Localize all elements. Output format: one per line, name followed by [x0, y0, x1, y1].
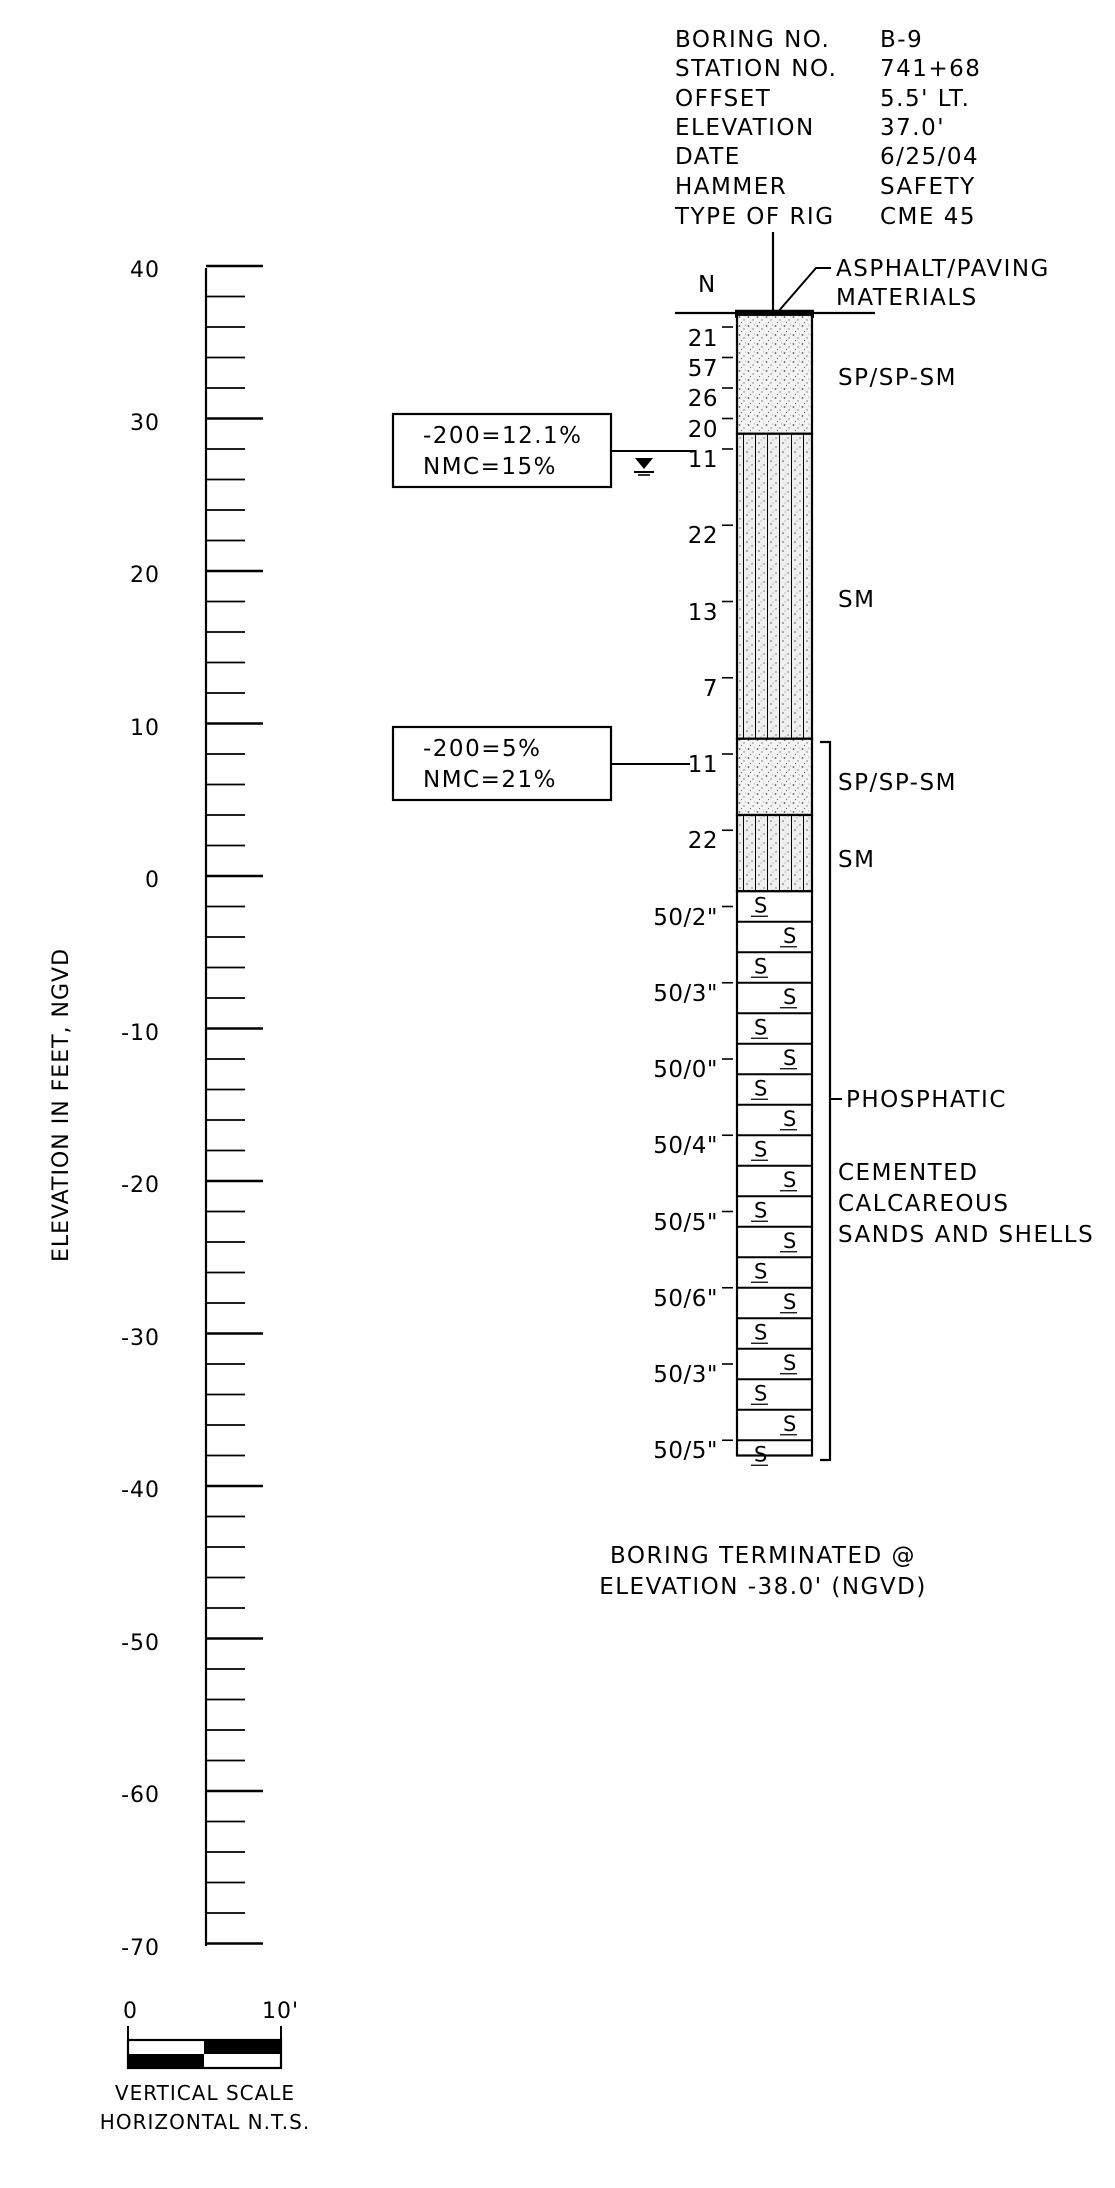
- shell-symbol: S: [783, 1411, 797, 1436]
- lab-box-line: NMC=15%: [423, 454, 558, 480]
- header-value: SAFETY: [880, 174, 976, 200]
- header-label: DATE: [675, 144, 741, 170]
- stipple-layer: [737, 315, 812, 434]
- scale-tick-label: 10: [130, 716, 160, 741]
- header-label: OFFSET: [675, 86, 772, 112]
- n-value: 11: [687, 447, 718, 473]
- lab-result-box: [393, 414, 696, 487]
- bar-scale-segment: [204, 2040, 281, 2054]
- shell-symbol: S: [754, 1442, 768, 1467]
- layer-label: SM: [838, 847, 876, 873]
- stipple-vertical-layer: [737, 815, 812, 891]
- bar-scale-caption: HORIZONTAL N.T.S.: [99, 2110, 311, 2134]
- bar-scale: [100, 1999, 310, 2134]
- scale-tick-label: 30: [130, 411, 160, 436]
- header-value: 6/25/04: [880, 144, 980, 170]
- lab-result-box: [393, 727, 690, 800]
- asphalt-callout-line: MATERIALS: [836, 285, 978, 311]
- shell-symbol: S: [783, 1350, 797, 1375]
- header-value: B-9: [880, 27, 924, 53]
- layer-label: SP/SP-SM: [838, 770, 957, 796]
- elevation-scale: [49, 258, 263, 1961]
- header-label: BORING NO.: [675, 27, 831, 53]
- n-value: 50/3": [653, 1362, 718, 1388]
- description-line: CEMENTED: [838, 1160, 979, 1186]
- n-value: 50/2": [653, 905, 718, 931]
- n-value: 57: [687, 356, 718, 382]
- asphalt-callout: [777, 256, 1050, 313]
- shell-symbol: S: [783, 1228, 797, 1253]
- bar-scale-start: 0: [123, 1999, 138, 2024]
- header-label: HAMMER: [675, 174, 788, 200]
- scale-tick-label: -30: [121, 1326, 160, 1351]
- n-value: 11: [687, 752, 718, 778]
- layer-label: SM: [838, 587, 876, 613]
- scale-tick-label: -60: [121, 1783, 160, 1808]
- layer-label: SP/SP-SM: [838, 365, 957, 391]
- shell-symbol: S: [754, 1381, 768, 1406]
- lab-box-line: -200=12.1%: [423, 423, 583, 449]
- shell-symbol: S: [754, 1015, 768, 1040]
- n-value: 21: [687, 326, 718, 352]
- water-table-icon: [634, 458, 654, 475]
- boring-header: [674, 27, 981, 230]
- n-column-header: N: [698, 272, 717, 298]
- scale-tick-label: 20: [130, 563, 160, 588]
- n-value: 22: [687, 828, 718, 854]
- shell-symbol: S: [754, 1259, 768, 1284]
- termination-line: BORING TERMINATED @: [609, 1543, 917, 1569]
- scale-tick-label: -70: [121, 1936, 160, 1961]
- asphalt-callout-line: ASPHALT/PAVING: [836, 256, 1050, 282]
- shell-symbol: S: [783, 1106, 797, 1131]
- scale-tick-label: -50: [121, 1631, 160, 1656]
- n-value: 50/3": [653, 981, 718, 1007]
- shell-symbol: S: [783, 1045, 797, 1070]
- n-value: 50/5": [653, 1210, 718, 1236]
- header-value: 741+68: [880, 56, 982, 82]
- stipple-layer: [737, 739, 812, 815]
- shell-symbol: S: [783, 1167, 797, 1192]
- shell-symbol: S: [754, 893, 768, 918]
- boring-column: [722, 310, 814, 1467]
- scale-tick-label: 0: [145, 868, 160, 893]
- n-value: 22: [687, 523, 718, 549]
- bar-scale-caption: VERTICAL SCALE: [114, 2081, 296, 2105]
- shell-layer: [737, 891, 812, 1455]
- header-value: CME 45: [880, 204, 977, 230]
- n-value: 50/6": [653, 1286, 718, 1312]
- scale-tick-label: -20: [121, 1173, 160, 1198]
- lab-box-line: NMC=21%: [423, 767, 558, 793]
- material-description: [838, 1160, 1094, 1248]
- shell-symbol: S: [783, 923, 797, 948]
- description-line: SANDS AND SHELLS: [838, 1222, 1095, 1248]
- cemented-zone-bracket: [820, 742, 830, 1460]
- scale-tick-label: -10: [121, 1021, 160, 1046]
- shell-symbol: S: [754, 954, 768, 979]
- layer-labels: [838, 365, 957, 873]
- termination-line: ELEVATION -38.0' (NGVD): [599, 1574, 927, 1600]
- header-label: STATION NO.: [675, 56, 838, 82]
- n-value: 20: [687, 417, 718, 443]
- bar-scale-segment: [128, 2054, 204, 2068]
- phosphatic-note: PHOSPHATIC: [846, 1087, 1007, 1113]
- n-value: 7: [702, 676, 718, 702]
- header-value: 5.5' LT.: [880, 86, 971, 112]
- termination-note: [599, 1543, 927, 1600]
- shell-symbol: S: [754, 1137, 768, 1162]
- n-value: 13: [687, 600, 718, 626]
- lab-box-line: -200=5%: [423, 736, 542, 762]
- n-value: 50/5": [653, 1438, 718, 1464]
- asphalt-callout-leader: [777, 268, 831, 313]
- shell-symbol: S: [754, 1320, 768, 1345]
- n-value: 50/0": [653, 1057, 718, 1083]
- scale-tick-label: -40: [121, 1478, 160, 1503]
- elevation-axis-label: ELEVATION IN FEET, NGVD: [49, 947, 74, 1263]
- n-value: 50/4": [653, 1133, 718, 1159]
- header-label: TYPE OF RIG: [675, 204, 835, 230]
- shell-symbol: S: [754, 1076, 768, 1101]
- stipple-vertical-layer: [737, 434, 812, 739]
- description-line: CALCAREOUS: [838, 1191, 1010, 1217]
- n-value: 26: [687, 386, 718, 412]
- shell-symbol: S: [754, 1198, 768, 1223]
- n-values: [653, 326, 718, 1464]
- header-value: 37.0': [880, 115, 946, 141]
- scale-tick-label: 40: [130, 258, 160, 283]
- bar-scale-end: 10': [262, 1999, 300, 2024]
- shell-symbol: S: [783, 1289, 797, 1314]
- header-label: ELEVATION: [675, 115, 815, 141]
- shell-symbol: S: [783, 984, 797, 1009]
